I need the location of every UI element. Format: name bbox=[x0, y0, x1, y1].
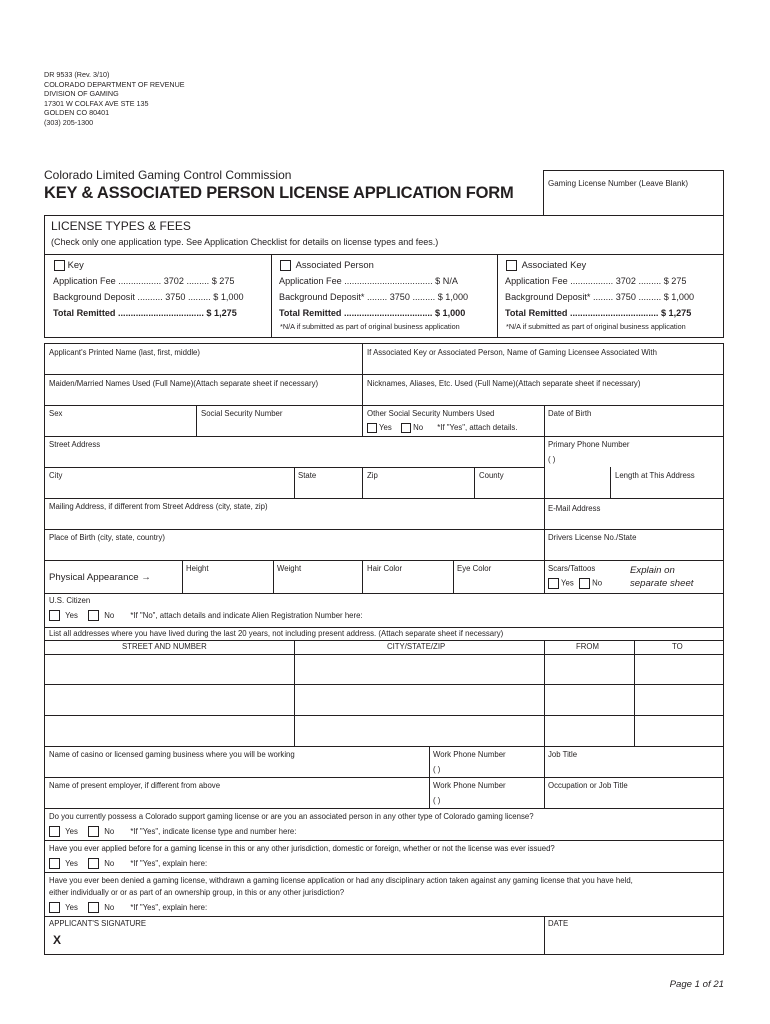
scars-tattoos-label: Scars/Tattoos bbox=[548, 564, 596, 573]
ak-deposit: Background Deposit* ........ 3750 ......... $ 1,000 bbox=[505, 292, 695, 302]
citizen-yes-checkbox[interactable] bbox=[49, 610, 60, 621]
us-citizen-label: U.S. Citizen bbox=[49, 596, 91, 605]
q2-yes-label: Yes bbox=[65, 858, 78, 868]
scars-yes-checkbox[interactable] bbox=[548, 578, 559, 589]
question-1: Do you currently possess a Colorado support gaming license or are you an associated person in any other type of Colorado gaming license? bbox=[49, 812, 534, 821]
scars-yes-label: Yes bbox=[561, 578, 574, 588]
casino-label: Name of casino or licensed gaming business where you will be working bbox=[49, 750, 295, 759]
q2-no-checkbox[interactable] bbox=[88, 858, 99, 869]
email-label: E-Mail Address bbox=[548, 504, 601, 513]
zip-label: Zip bbox=[367, 471, 378, 480]
license-types-heading: LICENSE TYPES & FEES bbox=[51, 219, 191, 233]
col-to: TO bbox=[672, 642, 683, 651]
other-ssn-yes-checkbox[interactable] bbox=[367, 423, 377, 433]
question-3-line-1: Have you ever been denied a gaming license, withdrawn a gaming license application or had any disciplinary action taken against any gaming license that you have held, bbox=[49, 876, 633, 885]
key-checkbox[interactable] bbox=[54, 260, 65, 271]
street-line: 17301 W COLFAX AVE STE 135 bbox=[44, 98, 149, 108]
employer-label: Name of present employer, if different from above bbox=[49, 781, 221, 790]
maiden-names-label: Maiden/Married Names Used (Full Name)(Attach separate sheet if necessary) bbox=[49, 379, 319, 388]
ak-fee: Application Fee ................. 3702 ......... $ 275 bbox=[505, 276, 687, 286]
q2-yes-checkbox[interactable] bbox=[49, 858, 60, 869]
gaming-license-label: Gaming License Number (Leave Blank) bbox=[548, 179, 689, 188]
citizen-no-checkbox[interactable] bbox=[88, 610, 99, 621]
county-label: County bbox=[479, 471, 504, 480]
addresses-label: List all addresses where you have lived during the last 20 years, not including present address. (Attach separate sheet if necessary) bbox=[49, 629, 504, 638]
mailing-address-label: Mailing Address, if different from Street Address (city, state, zip) bbox=[49, 502, 268, 511]
other-ssn-label: Other Social Security Numbers Used bbox=[367, 409, 495, 418]
ap-note: *N/A if submitted as part of original business application bbox=[280, 322, 460, 331]
col-city-state-zip: CITY/STATE/ZIP bbox=[387, 642, 446, 651]
q1-note: *If "Yes", indicate license type and number here: bbox=[130, 826, 297, 836]
other-ssn-no-label: No bbox=[413, 423, 424, 433]
q3-no-label: No bbox=[104, 902, 115, 912]
associated-person-label: Associated Person bbox=[295, 259, 374, 270]
scars-no-label: No bbox=[592, 578, 603, 588]
primary-phone-parens: ( ) bbox=[548, 455, 556, 464]
drivers-license-label: Drivers License No./State bbox=[548, 533, 637, 542]
eye-color-label: Eye Color bbox=[457, 564, 492, 573]
ak-note: *N/A if submitted as part of original business application bbox=[506, 322, 686, 331]
q3-yes-label: Yes bbox=[65, 902, 78, 912]
place-of-birth-label: Place of Birth (city, state, country) bbox=[49, 533, 165, 542]
form-title: KEY & ASSOCIATED PERSON LICENSE APPLICATION FORM bbox=[44, 184, 514, 202]
associated-key-checkbox[interactable] bbox=[506, 260, 517, 271]
gaming-license-number-box[interactable] bbox=[543, 170, 724, 215]
dept-name: COLORADO DEPARTMENT OF REVENUE bbox=[44, 79, 185, 89]
signature-x-mark: X bbox=[53, 933, 62, 947]
form-id: DR 9533 (Rev. 3/10) bbox=[44, 70, 110, 79]
col-street-number: STREET AND NUMBER bbox=[122, 642, 207, 651]
ap-deposit: Background Deposit* ........ 3750 ......... $ 1,000 bbox=[279, 292, 469, 302]
street-address-label: Street Address bbox=[49, 440, 101, 449]
associated-person-option bbox=[271, 254, 497, 338]
printed-name-label: Applicant's Printed Name (last, first, middle) bbox=[49, 348, 200, 357]
primary-phone-label: Primary Phone Number bbox=[548, 440, 630, 449]
explain-on-label: Explain on bbox=[630, 565, 675, 576]
associated-key-option bbox=[497, 254, 723, 338]
citizen-no-label: No bbox=[104, 610, 115, 620]
q3-no-checkbox[interactable] bbox=[88, 902, 99, 913]
ssn-label: Social Security Number bbox=[201, 409, 283, 418]
question-3-line-2: either individually or or as part of an ownership group, in this or any other jurisdiction? bbox=[49, 888, 345, 897]
work-phone-label-1: Work Phone Number bbox=[433, 750, 506, 759]
key-option bbox=[45, 254, 271, 338]
q2-no-label: No bbox=[104, 858, 115, 868]
scars-options bbox=[548, 578, 602, 589]
weight-label: Weight bbox=[277, 564, 302, 573]
sex-label: Sex bbox=[49, 409, 63, 418]
q1-no-checkbox[interactable] bbox=[88, 826, 99, 837]
hair-color-label: Hair Color bbox=[367, 564, 403, 573]
ap-total: Total Remitted ................................... $ 1,000 bbox=[279, 308, 466, 318]
height-label: Height bbox=[186, 564, 209, 573]
licensee-associated-label: If Associated Key or Associated Person, Name of Gaming Licensee Associated With bbox=[367, 348, 657, 357]
key-deposit: Background Deposit .......... 3750 ......... $ 1,000 bbox=[53, 292, 244, 302]
citizen-note: *If "No", attach details and indicate Alien Registration Number here: bbox=[130, 610, 363, 620]
key-label: Key bbox=[67, 259, 84, 270]
q1-yes-checkbox[interactable] bbox=[49, 826, 60, 837]
key-total: Total Remitted .................................. $ 1,275 bbox=[53, 308, 237, 318]
state-label: State bbox=[298, 471, 317, 480]
division-name: DIVISION OF GAMING bbox=[44, 89, 119, 99]
question-2: Have you ever applied before for a gaming license in this or any other jurisdiction, domestic or foreign, whether or not the license was ever issued? bbox=[49, 844, 555, 853]
citizen-yes-label: Yes bbox=[65, 610, 78, 620]
ap-fee: Application Fee ................................... $ N/A bbox=[279, 276, 458, 286]
ak-total: Total Remitted ................................... $ 1,275 bbox=[505, 308, 692, 318]
license-fees-table bbox=[44, 254, 724, 338]
signature-label: APPLICANT'S SIGNATURE bbox=[49, 919, 147, 928]
key-fee: Application Fee ................. 3702 ......... $ 275 bbox=[53, 276, 235, 286]
job-title-label: Job Title bbox=[548, 750, 578, 759]
license-types-header bbox=[44, 215, 724, 255]
associated-person-checkbox[interactable] bbox=[280, 260, 291, 271]
q1-no-label: No bbox=[104, 826, 115, 836]
question-2-options bbox=[49, 858, 207, 869]
page-number: Page 1 of 21 bbox=[669, 979, 724, 990]
work-phone-parens-1: ( ) bbox=[433, 765, 441, 774]
work-phone-label-2: Work Phone Number bbox=[433, 781, 506, 790]
citizen-options bbox=[49, 610, 363, 621]
dob-label: Date of Birth bbox=[548, 409, 592, 418]
physical-appearance-label: Physical Appearance → bbox=[49, 572, 151, 583]
other-ssn-note: *If "Yes", attach details. bbox=[437, 423, 518, 433]
city-label: City bbox=[49, 471, 63, 480]
other-ssn-yes-label: Yes bbox=[379, 423, 392, 433]
associated-key-label: Associated Key bbox=[521, 259, 587, 270]
q3-yes-checkbox[interactable] bbox=[49, 902, 60, 913]
question-3-options bbox=[49, 902, 207, 913]
scars-no-checkbox[interactable] bbox=[579, 578, 590, 589]
date-label: DATE bbox=[548, 919, 569, 928]
license-types-instruction: (Check only one application type. See Application Checklist for details on license types and fees.) bbox=[51, 237, 439, 247]
col-from: FROM bbox=[576, 642, 599, 651]
phone-line: (303) 205-1300 bbox=[44, 117, 94, 127]
other-ssn-no-checkbox[interactable] bbox=[401, 423, 411, 433]
q1-yes-label: Yes bbox=[65, 826, 78, 836]
nicknames-label: Nicknames, Aliases, Etc. Used (Full Name)(Attach separate sheet if necessary) bbox=[367, 379, 641, 388]
other-ssn-options bbox=[367, 423, 517, 433]
occupation-label: Occupation or Job Title bbox=[548, 781, 628, 790]
agency-header bbox=[44, 70, 185, 128]
question-1-options bbox=[49, 826, 296, 837]
q3-note: *If "Yes", explain here: bbox=[130, 902, 208, 912]
q2-note: *If "Yes", explain here: bbox=[130, 858, 208, 868]
applicant-info-grid bbox=[44, 343, 724, 955]
separate-sheet-label: separate sheet bbox=[630, 578, 694, 589]
length-at-address-label: Length at This Address bbox=[615, 471, 695, 480]
commission-name: Colorado Limited Gaming Control Commission bbox=[44, 168, 292, 182]
work-phone-parens-2: ( ) bbox=[433, 796, 441, 805]
city-line: GOLDEN CO 80401 bbox=[44, 108, 110, 118]
